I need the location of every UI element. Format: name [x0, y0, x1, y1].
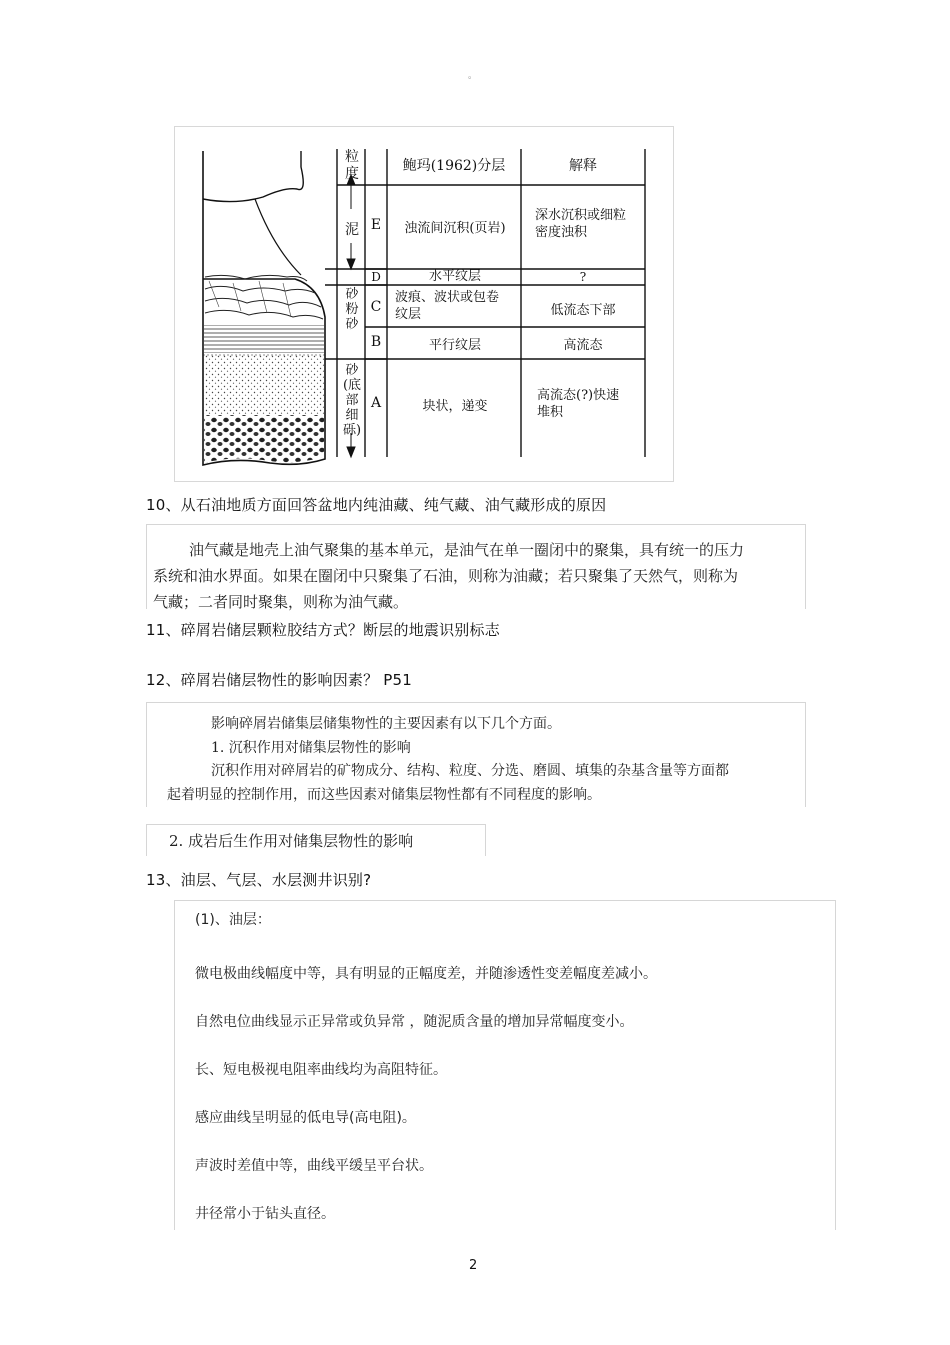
page-number: 2: [469, 1258, 478, 1273]
answer-13-line: 声波时差值中等，曲线平缓呈平台状。: [195, 1158, 433, 1174]
basal-gravel: [204, 415, 324, 463]
answer-12-line: 沉积作用对碎屑岩的矿物成分、结构、粒度、分选、磨圆、填集的杂基含量等方面都: [211, 763, 729, 779]
answer-10-line: 油气藏是地壳上油气聚集的基本单元，是油气在单一圈闭中的聚集，具有统一的压力: [189, 541, 745, 559]
answer-13-excerpt: [174, 900, 836, 1230]
answer-13-line: 井径常小于钻头直径。: [195, 1206, 335, 1222]
interpretation-d: ?: [579, 270, 587, 284]
layer-code-b: B: [370, 334, 382, 350]
interpretation-c: 低流态下部: [550, 303, 616, 318]
answer-12-line: 1. 沉积作用对储集层物性的影响: [211, 739, 411, 756]
answer-12-excerpt: [146, 702, 806, 807]
answer-12-line: 影响碎屑岩储集层储集物性的主要因素有以下几个方面。: [211, 716, 561, 732]
answer-13-line: (1)、油层：: [195, 912, 271, 928]
layer-name-b: 平行纹层: [428, 338, 481, 353]
answer-12-subheading-text: 2. 成岩后生作用对储集层物性的影响: [169, 832, 414, 850]
question-10: 10、从石油地质方面回答盆地内纯油藏、纯气藏、油气藏形成的原因: [146, 496, 607, 514]
layer-name-d: 水平纹层: [428, 269, 481, 284]
layer-code-d: D: [371, 270, 381, 284]
layer-code-c: C: [370, 299, 382, 315]
layer-name-c: 波痕、波状或包卷纹层: [395, 290, 500, 322]
answer-10-line: 系统和油水界面。如果在圈闭中只聚集了石油，则称为油藏；若只聚集了天然气，则称为: [153, 567, 739, 585]
grain-label-mud: 泥: [345, 222, 359, 238]
rock-column: [203, 151, 325, 465]
layer-code-a: A: [370, 395, 382, 411]
answer-13-line: 微电极曲线幅度中等，具有明显的正幅度差，并随渗透性变差幅度差减小。: [195, 966, 657, 982]
bouma-sequence-figure: [174, 126, 674, 482]
answer-13-line: 长、短电极视电阻率曲线均为高阻特征。: [195, 1062, 447, 1078]
answer-10-excerpt: [146, 524, 806, 609]
grain-label-sand: 砂(底部细砾): [342, 363, 362, 438]
massive-sand: [204, 355, 324, 415]
layer-code-e: E: [370, 217, 382, 233]
answer-13-line: 自然电位曲线显示正异常或负异常 ，随泥质含量的增加异常幅度变小。: [195, 1014, 634, 1030]
question-11: 11、碎屑岩储层颗粒胶结方式？断层的地震识别标志: [146, 621, 500, 639]
grain-label-silt: 砂粉砂: [345, 287, 359, 332]
answer-12-line: 起着明显的控制作用，而这些因素对储集层物性都有不同程度的影响。: [167, 786, 601, 803]
bouma-layer-header: 鲍玛(1962)分层: [402, 158, 506, 174]
interpretation-header: 解释: [569, 158, 597, 174]
layer-name-a: 块状，递变: [422, 399, 488, 414]
answer-13-line: 感应曲线呈明显的低电导(高电阻)。: [195, 1110, 416, 1126]
interpretation-a: 高流态(?)快速堆积: [537, 388, 620, 420]
answer-10-line: 气藏；二者同时聚集，则称为油气藏。: [153, 593, 409, 611]
interpretation-b: 高流态: [563, 338, 603, 353]
interpretation-e: 深水沉积或细粒密度浊积: [535, 208, 627, 240]
question-13: 13、油层、气层、水层测井识别?: [146, 871, 372, 889]
top-mark: 。: [468, 71, 478, 81]
question-12: 12、碎屑岩储层物性的影响因素？ P51: [146, 671, 412, 689]
parallel-laminae: [204, 325, 324, 353]
layer-name-e: 浊流间沉积(页岩): [404, 221, 506, 236]
answer-12-subheading: [146, 824, 486, 856]
grain-size-header: 粒度: [345, 149, 359, 182]
